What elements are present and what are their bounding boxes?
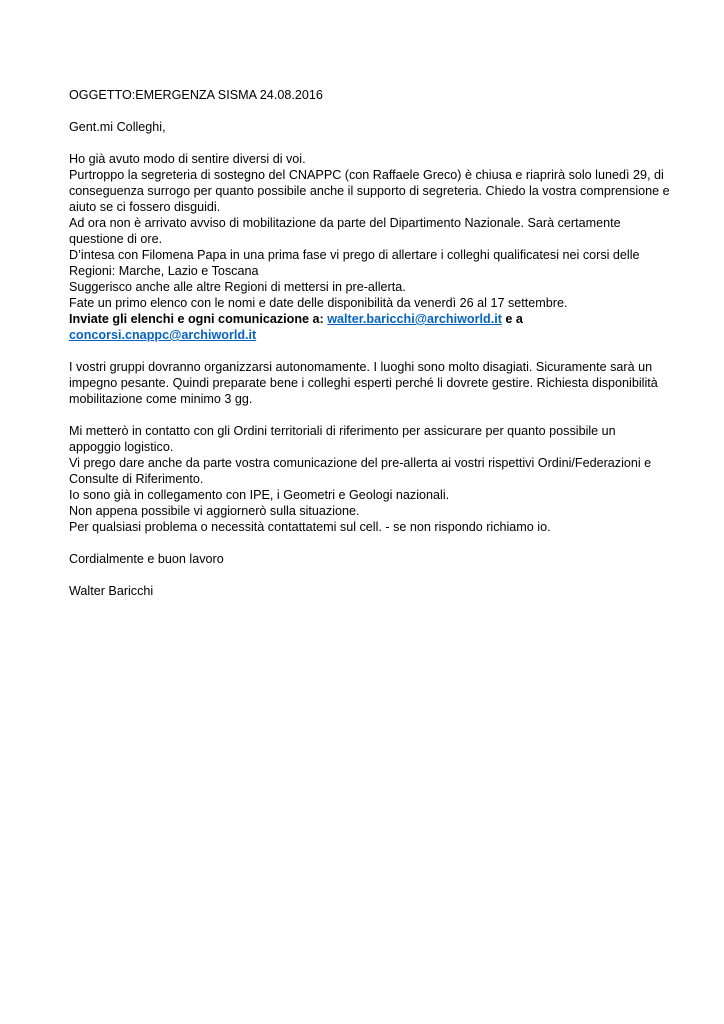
text-line: Mi metterò in contatto con gli Ordini territoriali di riferimento per assicurare per quanto possibile un <box>69 424 616 438</box>
closing: Cordialmente e buon lavoro <box>69 552 224 566</box>
email-link-cnappc[interactable]: concorsi.cnappc@archiworld.it <box>69 328 257 342</box>
signature: Walter Baricchi <box>69 584 154 598</box>
text-line: Regioni: Marche, Lazio e Toscana <box>69 264 259 278</box>
letter-body <box>69 87 669 599</box>
paragraph-groups <box>69 359 669 407</box>
text-line: Purtroppo la segreteria di sostegno del CNAPPC (con Raffaele Greco) è chiusa e riaprirà solo lunedì 29, di <box>69 168 664 182</box>
text-line: aiuto se ci fossero disguidi. <box>69 200 221 214</box>
text-line: Suggerisco anche alle altre Regioni di mettersi in pre-allerta. <box>69 280 406 294</box>
text-line: appoggio logistico. <box>69 440 174 454</box>
text-line: Non appena possibile vi aggiornerò sulla situazione. <box>69 504 360 518</box>
text-line: Io sono già in collegamento con IPE, i Geometri e Geologi nazionali. <box>69 488 450 502</box>
text-line: D’intesa con Filomena Papa in una prima fase vi prego di allertare i colleghi qualificatesi nei corsi delle <box>69 248 640 262</box>
text-line: Ad ora non è arrivato avviso di mobilitazione da parte del Dipartimento Nazionale. Sarà certamente <box>69 216 621 230</box>
send-prefix: Inviate gli elenchi e ogni comunicazione a: <box>69 312 324 326</box>
text-line: I vostri gruppi dovranno organizzarsi autonomamente. I luoghi sono molto disagiati. Sicuramente sarà un <box>69 360 653 374</box>
text-line: Fate un primo elenco con le nomi e date delle disponibilità da venerdì 26 al 17 settembre. <box>69 296 568 310</box>
email-link-baricchi[interactable]: walter.baricchi@archiworld.it <box>327 312 502 326</box>
text-line: conseguenza surrogo per quanto possibile anche il supporto di segreteria. Chiedo la vostra comprensione e <box>69 184 670 198</box>
text-line: impegno pesante. Quindi preparate bene i colleghi esperti perché li dovrete gestire. Richiesta disponibilità <box>69 376 658 390</box>
paragraph-intro <box>69 151 669 343</box>
text-line: questione di ore. <box>69 232 163 246</box>
send-instructions <box>69 311 669 327</box>
send-conjunction: e a <box>505 312 523 326</box>
subject-line: OGGETTO:EMERGENZA SISMA 24.08.2016 <box>69 88 323 102</box>
text-line: Per qualsiasi problema o necessità contattatemi sul cell. - se non rispondo richiamo io. <box>69 520 551 534</box>
text-line: mobilitazione come minimo 3 gg. <box>69 392 253 406</box>
text-line: Vi prego dare anche da parte vostra comunicazione del pre-allerta ai vostri rispettivi Ordini/Federazioni e <box>69 456 652 470</box>
paragraph-contacts <box>69 423 669 535</box>
text-line: Ho già avuto modo di sentire diversi di voi. <box>69 152 306 166</box>
greeting: Gent.mi Colleghi, <box>69 120 166 134</box>
text-line: Consulte di Riferimento. <box>69 472 204 486</box>
